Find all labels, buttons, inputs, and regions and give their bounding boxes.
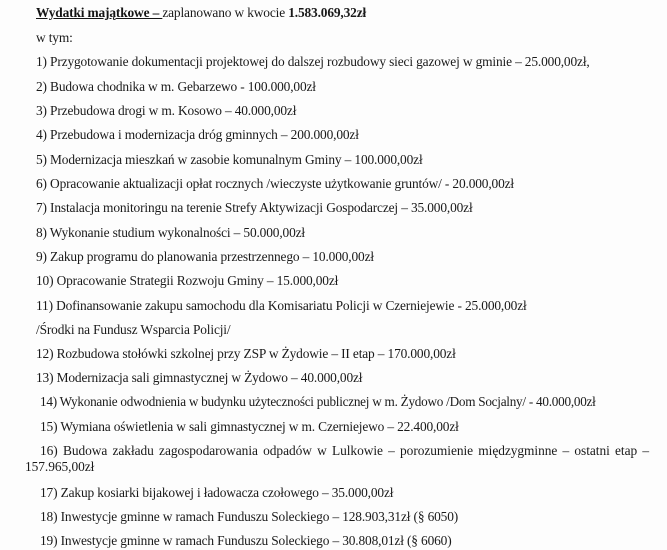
list-item: 1) Przygotowanie dokumentacji projektowej do dalszej rozbudowy sieci gazowej w gminie – 25.000,00zł,	[36, 54, 590, 69]
list-item: 11) Dofinansowanie zakupu samochodu dla Komisariatu Policji w Czerniejewie - 25.000,00zł	[36, 298, 527, 313]
intro-text: w tym:	[36, 30, 73, 45]
list-item: 8) Wykonanie studium wykonalności – 50.000,00zł	[36, 225, 305, 240]
list-item: 10) Opracowanie Strategii Rozwoju Gminy – 15.000,00zł	[36, 273, 339, 288]
list-item: 14) Wykonanie odwodnienia w budynku użyteczności publicznej w m. Żydowo /Dom Socjalny/ - 40.000,00zł	[40, 394, 596, 409]
list-item: 7) Instalacja monitoringu na terenie Strefy Aktywizacji Gospodarczej – 35.000,00zł	[36, 200, 473, 215]
list-item: 6) Opracowanie aktualizacji opłat rocznych /wieczyste użytkowanie gruntów/ - 20.000,00zł	[36, 176, 514, 191]
list-item: 9) Zakup programu do planowania przestrzennego – 10.000,00zł	[36, 249, 374, 264]
list-item: 12) Rozbudowa stołówki szkolnej przy ZSP w Żydowie – II etap – 170.000,00zł	[36, 346, 456, 361]
list-item: 4) Przebudowa i modernizacja dróg gminnych – 200.000,00zł	[36, 127, 359, 142]
list-item-note: /Środki na Fundusz Wsparcia Policji/	[36, 322, 231, 337]
list-item: 3) Przebudowa drogi w m. Kosowo – 40.000,00zł	[36, 103, 297, 118]
list-item: 15) Wymiana oświetlenia w sali gimnastycznej w m. Czerniejewo – 22.400,00zł	[40, 419, 459, 434]
list-item: 2) Budowa chodnika w m. Gebarzewo - 100.000,00zł	[36, 79, 316, 94]
list-item: 16) Budowa zakładu zagospodarowania odpadów w Lulkowie – porozumienie międzygminne – ostatni etap – 157.965,00zł	[25, 443, 649, 474]
section-heading	[36, 5, 366, 21]
list-item: 17) Zakup kosiarki bijakowej i ładowacza czołowego – 35.000,00zł	[40, 485, 394, 500]
list-item: 18) Inwestycje gminne w ramach Funduszu Soleckiego – 128.903,31zł (§ 6050)	[40, 509, 459, 524]
section-heading-text: zaplanowano w kwocie	[162, 5, 289, 20]
section-title: Wydatki majątkowe –	[36, 5, 163, 20]
total-amount: 1.583.069,32zł	[288, 5, 367, 20]
list-item: 5) Modernizacja mieszkań w zasobie komunalnym Gminy – 100.000,00zł	[36, 152, 423, 167]
list-item: 19) Inwestycje gminne w ramach Funduszu Soleckiego – 30.808,01zł (§ 6060)	[40, 533, 452, 548]
list-item: 13) Modernizacja sali gimnastycznej w Żydowo – 40.000,00zł	[36, 370, 363, 385]
